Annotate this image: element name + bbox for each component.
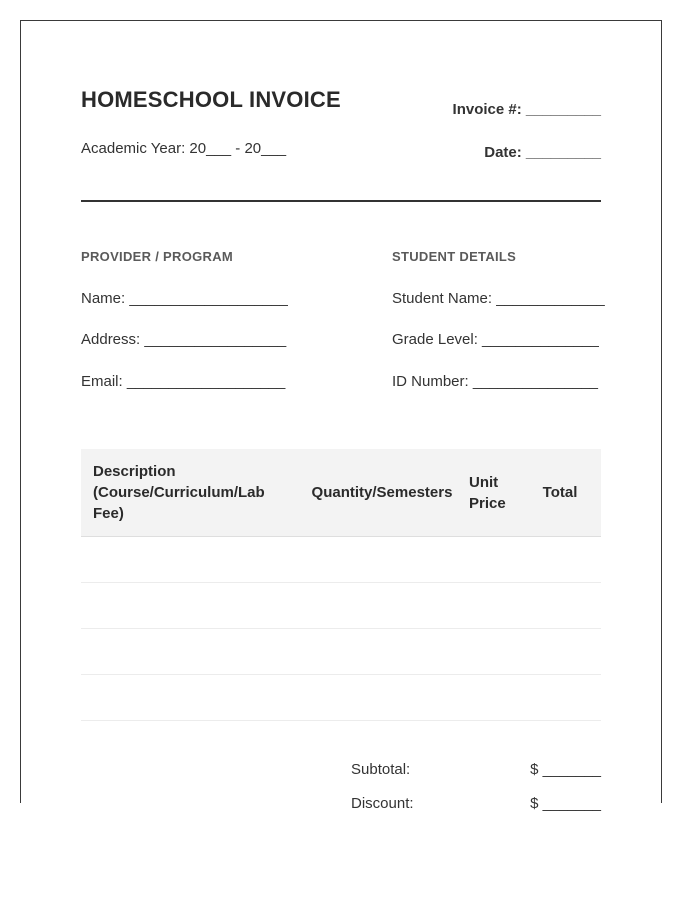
row-quantity-cell — [301, 675, 463, 721]
table-row — [81, 675, 601, 721]
invoice-number-field: Invoice #: _________ — [452, 101, 601, 118]
table-row — [81, 583, 601, 629]
row-description-cell — [81, 675, 301, 721]
subtotal-value: $ _______ — [530, 761, 601, 778]
items-table-header — [81, 449, 601, 537]
table-row — [81, 537, 601, 583]
subtotal-label: Subtotal: — [351, 761, 411, 778]
row-description-cell — [81, 583, 301, 629]
provider-name-field: Name: ___________________ — [81, 290, 288, 307]
description-header: Description (Course/Curriculum/Lab Fee) — [81, 449, 301, 537]
row-unit-price-cell — [463, 537, 519, 583]
student-name-field: Student Name: _____________ — [392, 290, 605, 307]
provider-heading: PROVIDER / PROGRAM — [81, 249, 234, 264]
invoice-page — [20, 20, 662, 812]
row-total-cell — [519, 537, 601, 583]
unit-price-header: Unit Price — [463, 449, 519, 537]
table-row — [81, 629, 601, 675]
row-total-cell — [519, 675, 601, 721]
student-heading: STUDENT DETAILS — [392, 249, 517, 264]
row-quantity-cell — [301, 629, 463, 675]
row-unit-price-cell — [463, 675, 519, 721]
grade-level-field: Grade Level: ______________ — [392, 331, 599, 348]
items-table — [81, 449, 601, 721]
row-total-cell — [519, 629, 601, 675]
row-unit-price-cell — [463, 583, 519, 629]
invoice-date-field: Date: _________ — [484, 144, 601, 161]
discount-value: $ _______ — [530, 795, 601, 812]
row-quantity-cell — [301, 583, 463, 629]
discount-label: Discount: — [351, 795, 414, 812]
invoice-title: HOMESCHOOL INVOICE — [81, 87, 341, 112]
row-quantity-cell — [301, 537, 463, 583]
row-unit-price-cell — [463, 629, 519, 675]
row-total-cell — [519, 583, 601, 629]
id-number-field: ID Number: _______________ — [392, 373, 598, 390]
provider-email-field: Email: ___________________ — [81, 373, 286, 390]
row-description-cell — [81, 537, 301, 583]
academic-year-field: Academic Year: 20___ - 20___ — [81, 140, 287, 157]
quantity-header: Quantity/Semesters — [301, 449, 463, 537]
total-header: Total — [519, 449, 601, 537]
provider-address-field: Address: _________________ — [81, 331, 287, 348]
header-divider — [81, 200, 601, 202]
row-description-cell — [81, 629, 301, 675]
